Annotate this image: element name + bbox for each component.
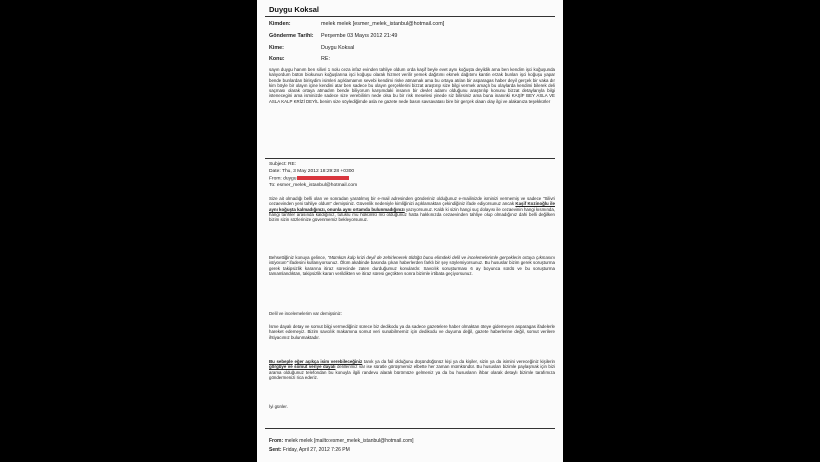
p2-end: ifadesini kullanıyorsunuz. Ölüm akabinde basında çıkan haberlerden farklı bir şey söylemiyorsunuz. Bu hususlar bizim gerek soruşturma gerek takipsizlik kararına itiraz sürecinde zaten durduğumuz konulardır. Savcılık soruşturması 6 ay boyunca sürdü ve bu soruşturma tamamlandıktan, takipsizlik kararı verildikten ve itiraz süresi geçtikten sonra bizimle irtibata geçiyorsunuz. — [269, 260, 555, 276]
reply-closing: İyi günler. — [269, 404, 288, 409]
forward-from-row — [269, 438, 414, 444]
header-subject-value: RE: — [321, 56, 330, 62]
p5-end: delillerimiz var ise süratle görüşmemiz elbette her zaman mümkündür. Bu hususları bizimle paylaşmak için bizi arama olduğunuz telefondan bu konuyla ilgili randevu alarak bürömüze gelmeniz ya da bu hususların ihbar olarak detaylı bizimle tarafımıza göndermenizi rica ederiz. — [269, 364, 555, 380]
p5-middle: tanık ya da fail olduğunu düşündüğünüz kişi ya da kişiler, sizin ya da isimini vereceğiniz kişilerin — [363, 359, 555, 364]
message-body: sayın duygu hanım ben silivri 1 nolu ceza infaz evinden tahliye oldum orda kaşif beyle evet aynı koğuşta deyildik ama ben kendim işci koğuşunda kalıyordum bütün biokunun koğuşlarına işci koğuşu olarak hizmet verilir yemek dağıtımı ekmek dağıtımı kantin erzak bunları işci koğuşu yapar bende bunlardan birisydim isimleri açıklamamın sevebi kendimi riske atmamak ama bu ortaya atılan bir asparagas haber deyil gerçek bir vaka dır kim böyle bir olayın içine kendini atar ben sadece bu olayın gerçeklerini bizzat araştırıp size bilgi vermek amaçlı bu olaylarda kendimi bilerek deli saçması olarak ortaya atmadım bende biliyorum karşımdaki insanın bir devlet adamı olduğunu araştırılıp konunu bizzat detaylarıyla bilgi istenecegini ama isminizde sadece size verebilirim nede olsa bu bir risk meselesi yinede siz bilirsiniz ama buna inanınki KAŞİF BEY ASLA VE ASLA KALP KRİZİ DEYİL benim size söylediğimde asla ne gazete nede basın savsavatası bire bir gerçek olaan olay ilgi ve alakanıza teşekkürler — [269, 67, 555, 104]
forward-from-value: melek melek [mailto:esmer_melek_istanbul@hotmail.com] — [284, 438, 414, 444]
reply-separator-rule — [265, 158, 555, 159]
sender-name: Duygu Koksal — [269, 5, 320, 14]
reply-from-row — [269, 176, 349, 183]
p2-start: Behsettiğiniz konuya gelince, — [269, 255, 327, 260]
p5-start: Bu sebeple — [269, 359, 293, 364]
scanned-document-page — [257, 0, 563, 462]
reply-date: Date: Thu, 3 May 2012 18:29:28 +0300 — [269, 169, 355, 174]
redaction-mark — [297, 176, 349, 180]
p5-emphasis-2: görgüye ve somut veriye dayalı — [269, 364, 336, 370]
reply-paragraph-1 — [269, 196, 555, 222]
forward-sent-row — [269, 447, 350, 453]
reply-paragraph-5 — [269, 359, 555, 380]
reply-to: To: esmer_melek_istanbul@hotmail.com — [269, 183, 358, 188]
p1-emphasis: Kaşif Kozinoğlu ile aynı koğuşta kalmadığınızı, onunla aynı ortamda bulunmadığınızı — [269, 201, 555, 212]
forward-from-label: From: — [269, 438, 284, 444]
reply-paragraph-3: Delil ve incelemelerim var demişsiniz: — [269, 311, 342, 316]
header-to-label: Kime: — [269, 45, 284, 51]
reply-from: From: duygu — [269, 176, 297, 182]
p5-emphasis-1: eğer açıkça isim verebileceğiniz — [294, 359, 363, 364]
header-to-value: Duygu Koksal — [321, 45, 355, 51]
header-subject-label: Konu: — [269, 56, 285, 62]
forward-sent-value: Friday, April 27, 2012 7:26 PM — [282, 447, 350, 453]
header-top-rule — [265, 16, 555, 17]
forward-separator-rule — [265, 428, 555, 429]
p2-quote: "Mümkün kalp krizi deyil de zehirlenerek öldüğü bunu elimdeki delil ve incelemelerimle gerçeklerin ortaya çıkmasını istiyorum" — [269, 255, 555, 266]
header-from-value: melek melek [esmer_melek_istanbul@hotmail.com] — [321, 21, 445, 27]
p1-end: yazıyorsunuz. Kaldı ki sizin hangi suç dolayısı ile cezaevinin hangi kısmında, hangi tarihler arasında kaldığınız, tutuklu mu hükümlü mü olduğunuz hatta hakkınızda cezaevinden tahliye olup olmadığınız dahi belli değilken bizim sizin sözlerinize güvenmemiz bekleyorsunuz. — [269, 206, 556, 223]
reply-subject: Subject: RE: — [269, 162, 297, 167]
p1-start: Size ait olmadığı belli olan ve sonradan yaratılmış bir e-mail adresinden gönderiniz olduğunuz e-mailinizde isminizi vermemiş ve sadece "Silivri cezaevinden yeni tahliye oldum" demişsiniz. Güvenlik nedeniyle kimliğinizi açıklamaktan çekindiğiniz ifade ediyorsunuz ancak — [269, 196, 555, 207]
reply-paragraph-2 — [269, 255, 555, 276]
reply-paragraph-4: İsme dayalı detay ve somut bilgi vermediğiniz sürece biz dedikodu ya da sadece gazetelere haber olmaktan öteye gidemeyen asparagas ifadelerle hareket edemeyiz. Bizim savcılık makamına somut veri sunabilmemiz için dedikodu ve duyuma değil, gazete haberlerine değil, somut verilere ihtiyacımız bulunmaktadır. — [269, 324, 555, 340]
header-from-label: Kimden: — [269, 21, 291, 27]
header-sent-label: Gönderme Tarihi: — [269, 33, 314, 39]
forward-sent-label: Sent: — [269, 447, 282, 453]
header-sent-value: Perşembe 03 Mayıs 2012 21:49 — [321, 33, 398, 39]
